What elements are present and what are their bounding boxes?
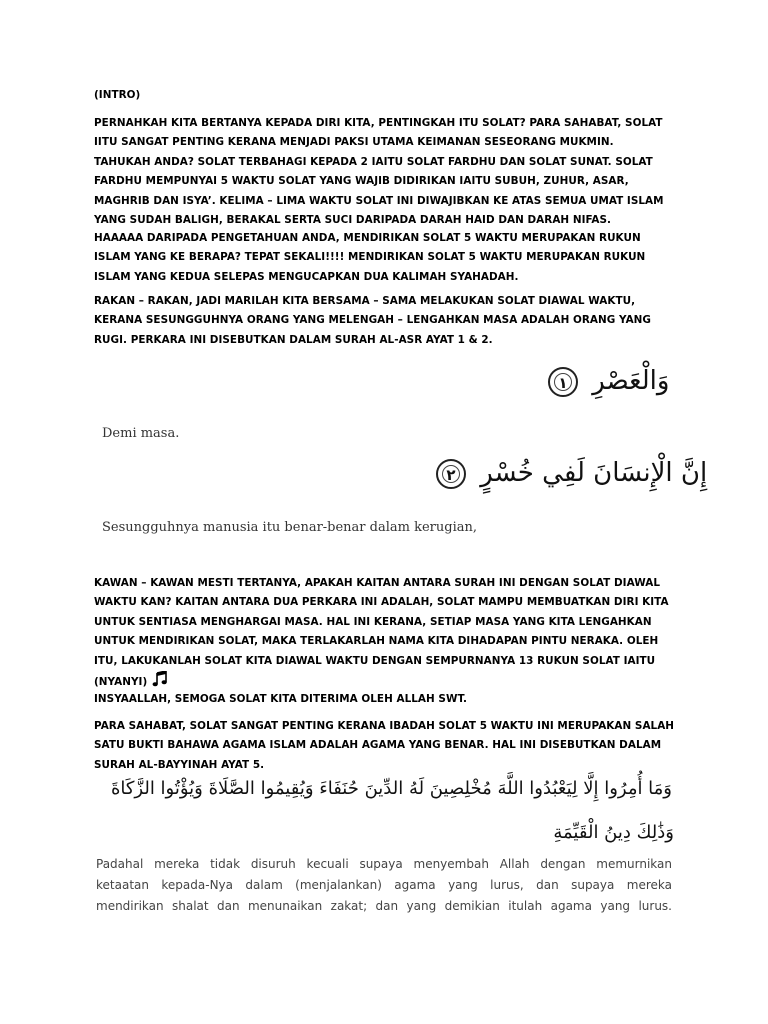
intro-label: (INTRO) <box>94 89 141 101</box>
paragraph-kaitan-surah <box>94 574 694 694</box>
arabic-verse-text: إِنَّ الْإِنسَانَ لَفِي خُسْرٍ <box>480 458 708 488</box>
paragraph-importance-of-solat <box>94 114 694 230</box>
paragraph-line: IITU SANGAT PENTING KERANA MENJADI PAKSI UTAMA KEIMANAN SESEORANG MUKMIN. <box>94 136 614 149</box>
paragraph-insyaallah <box>94 690 694 709</box>
paragraph-al-bayyinah <box>94 717 694 775</box>
quran-verse-bayyinah-5-line1: وَمَا أُمِرُوا إِلَّا لِيَعْبُدُوا اللَّهَ مُخْلِصِينَ لَهُ الدِّينَ حُنَفَاءَ وَيُقِيمُوا الصَّلَاةَ وَيُؤْتُوا الزَّكَاةَ <box>110 778 672 799</box>
paragraph-line: WAKTU KAN? KAITAN ANTARA DUA PERKARA INI ADALAH, SOLAT MAMPU MEMBUATKAN DIRI KITA <box>94 596 669 609</box>
intro-heading <box>94 86 694 105</box>
paragraph-line: UNTUK MENDIRIKAN SOLAT, MAKA TERLAKARLAH NAMA KITA DIHADAPAN PINTU NERAKA. OLEH <box>94 635 659 648</box>
paragraph-line: KERANA SESUNGGUHNYA ORANG YANG MELENGAH – LENGAHKAN MASA ADALAH ORANG YANG <box>94 314 652 327</box>
paragraph-line: ISLAM YANG KEDUA SELEPAS MENGUCAPKAN DUA KALIMAH SYAHADAH. <box>94 270 519 283</box>
paragraph-line: FARDHU MEMPUNYAI 5 WAKTU SOLAT YANG WAJIB DIDIRIKAN IAITU SUBUH, ZUHUR, ASAR, <box>94 175 629 188</box>
quran-verse-asr-2 <box>436 458 707 489</box>
paragraph-line: ISLAM YANG KE BERAPA? TEPAT SEKALI!!!! MENDIRIKAN SOLAT 5 WAKTU MERUPAKAN RUKUN <box>94 251 646 264</box>
paragraph-line: HAAAAA DARIPADA PENGETAHUAN ANDA, MENDIRIKAN SOLAT 5 WAKTU MERUPAKAN RUKUN <box>94 232 641 244</box>
verse-translation-bayyinah-5 <box>96 854 672 917</box>
paragraph-line: RAKAN – RAKAN, JADI MARILAH KITA BERSAMA – SAMA MELAKUKAN SOLAT DIAWAL WAKTU, <box>94 295 636 307</box>
paragraph-line: SURAH AL-BAYYINAH AYAT 5. <box>94 758 265 771</box>
quran-verse-bayyinah-5-line2: وَذَٰلِكَ دِينُ الْقَيِّمَةِ <box>553 822 674 843</box>
paragraph-line: ITU, LAKUKANLAH SOLAT KITA DIAWAL WAKTU DENGAN SEMPURNANYA 13 RUKUN SOLAT IAITU <box>94 654 656 667</box>
ayah-number-marker: ٢ <box>436 459 466 489</box>
paragraph-line: MAGHRIB DAN ISYA’. KELIMA – LIMA WAKTU SOLAT INI DIWAJIBKAN KE ATAS SEMUA UMAT ISLAM <box>94 194 664 207</box>
paragraph-line: YANG SUDAH BALIGH, BERAKAL SERTA SUCI DARIPADA DARAH HAID DAN DARAH NIFAS. <box>94 214 612 227</box>
paragraph-line: (NYANYI) <box>94 676 148 689</box>
quran-verse-asr-1 <box>548 366 669 397</box>
ayah-number-marker: ١ <box>548 367 578 397</box>
verse-translation-asr-1: Demi masa. <box>102 426 180 441</box>
paragraph-line: KAWAN – KAWAN MESTI TERTANYA, APAKAH KAITAN ANTARA SURAH INI DENGAN SOLAT DIAWAL <box>94 577 661 589</box>
paragraph-line: TAHUKAH ANDA? SOLAT TERBAHAGI KEPADA 2 IAITU SOLAT FARDHU DAN SOLAT SUNAT. SOLAT <box>94 155 653 168</box>
translation-line: mendirikan shalat dan menunaikan zakat; dan yang demikian itulah agama yang lurus. <box>96 899 672 913</box>
translation-line: ketaatan kepada-Nya dalam (menjalankan) agama yang lurus, dan supaya mereka <box>96 878 672 892</box>
paragraph-rukun-islam <box>94 229 694 287</box>
paragraph-line: UNTUK SENTIASA MENGHARGAI MASA. HAL INI KERANA, SETIAP MASA YANG KITA LENGAHKAN <box>94 615 652 628</box>
translation-line: Padahal mereka tidak disuruh kecuali supaya menyembah Allah dengan memurnikan <box>96 857 672 871</box>
verse-translation-asr-2: Sesungguhnya manusia itu benar-benar dalam kerugian, <box>102 520 477 535</box>
paragraph-line: PARA SAHABAT, SOLAT SANGAT PENTING KERANA IBADAH SOLAT 5 WAKTU INI MERUPAKAN SALAH <box>94 720 675 732</box>
paragraph-line: SATU BUKTI BAHAWA AGAMA ISLAM ADALAH AGAMA YANG BENAR. HAL INI DISEBUTKAN DALAM <box>94 739 662 752</box>
paragraph-line: INSYAALLAH, SEMOGA SOLAT KITA DITERIMA OLEH ALLAH SWT. <box>94 693 468 705</box>
paragraph-line: PERNAHKAH KITA BERTANYA KEPADA DIRI KITA, PENTINGKAH ITU SOLAT? PARA SAHABAT, SOLAT <box>94 117 663 129</box>
paragraph-solat-diawal-waktu <box>94 292 694 350</box>
arabic-verse-text: وَالْعَصْرِ <box>592 366 670 396</box>
paragraph-line: RUGI. PERKARA INI DISEBUTKAN DALAM SURAH AL-ASR AYAT 1 & 2. <box>94 333 493 346</box>
